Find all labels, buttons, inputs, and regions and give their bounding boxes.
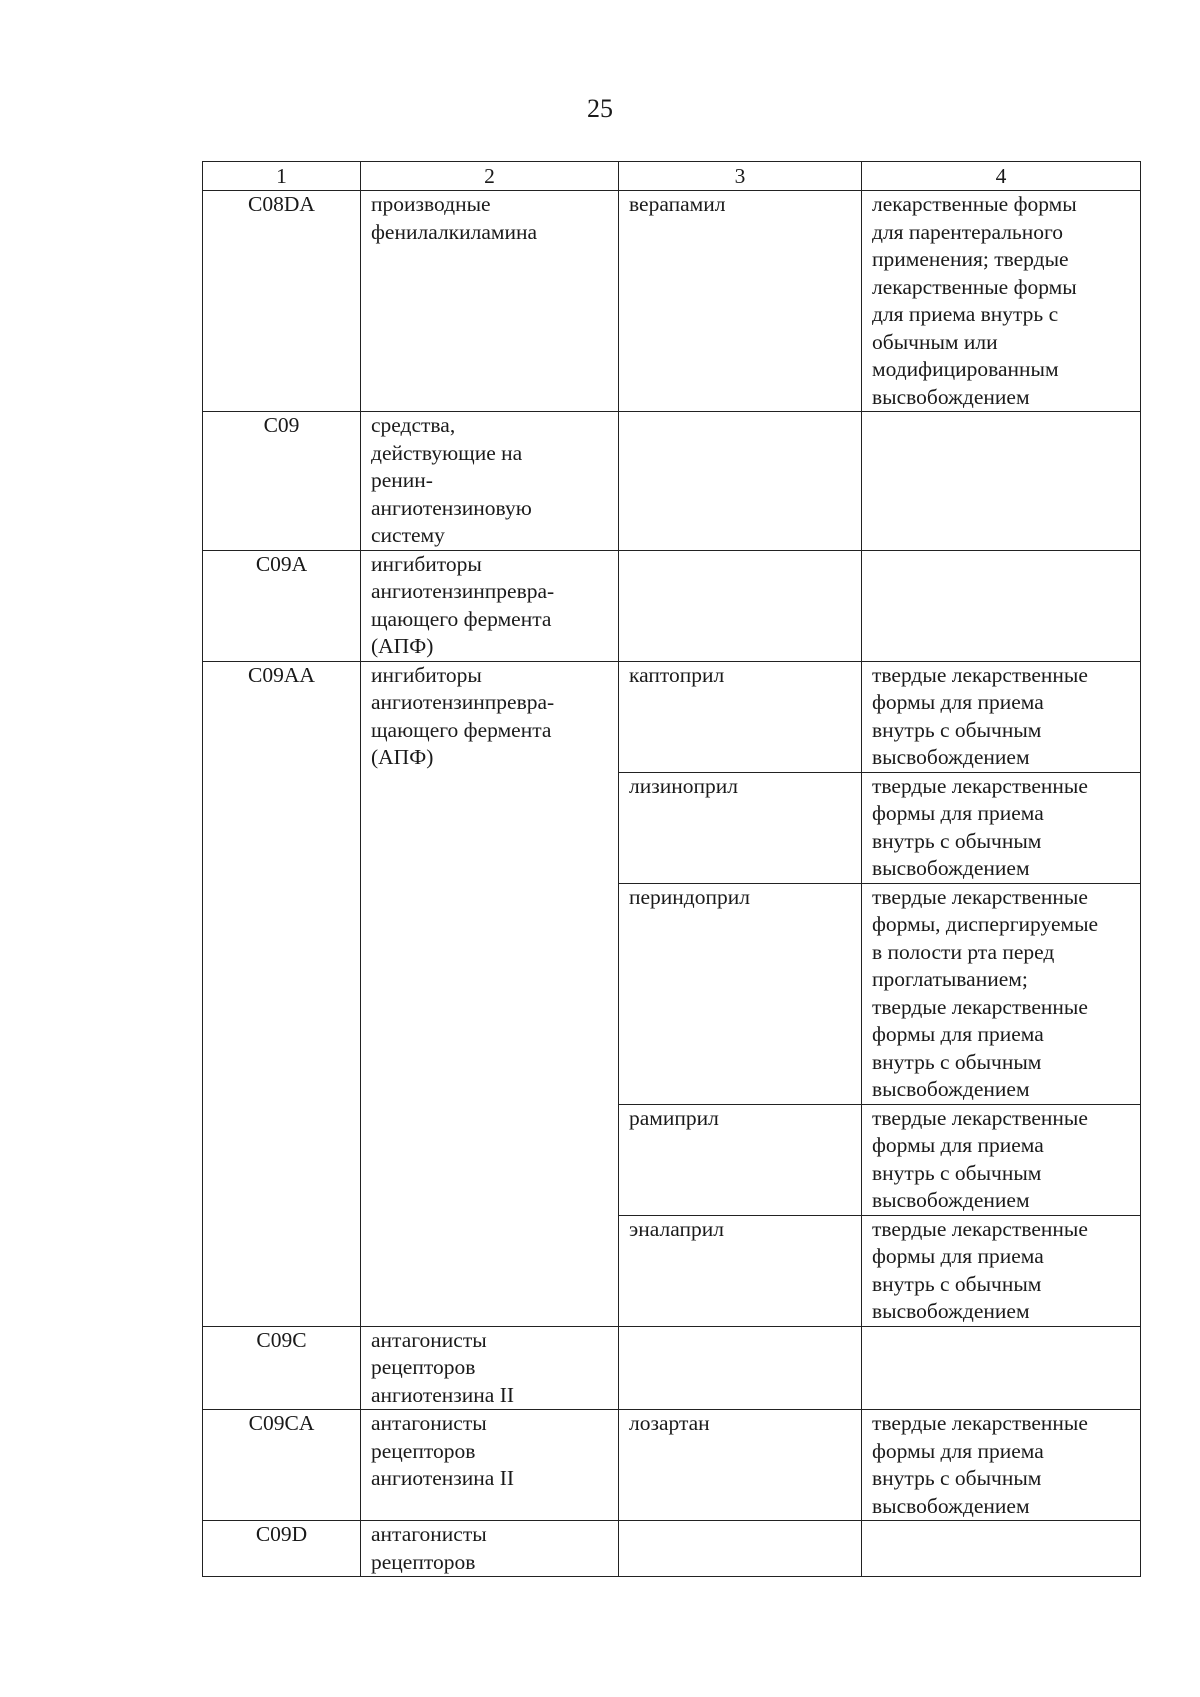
dosage-form-cell: твердые лекарственные формы для приема внутрь с обычным высвобождением xyxy=(862,1104,1141,1215)
page-number: 25 xyxy=(587,94,613,123)
dosage-form-cell xyxy=(862,1521,1141,1577)
dosage-form-cell xyxy=(862,412,1141,551)
drug-name-cell: лизиноприл xyxy=(619,772,862,883)
column-header-1: 1 xyxy=(203,162,361,191)
drug-name-cell xyxy=(619,1326,862,1410)
drug-name-cell xyxy=(619,1521,862,1577)
atc-code-cell: C09CA xyxy=(203,1410,361,1521)
drug-name-cell xyxy=(619,550,862,661)
table-row xyxy=(203,412,1141,551)
table-row xyxy=(203,1326,1141,1410)
dosage-form-cell: твердые лекарственные формы для приема внутрь с обычным высвобождением xyxy=(862,1215,1141,1326)
drug-name-cell: лозартан xyxy=(619,1410,862,1521)
drug-name-cell: периндоприл xyxy=(619,883,862,1104)
atc-code-cell: C09A xyxy=(203,550,361,661)
drug-name-cell: каптоприл xyxy=(619,661,862,772)
group-name-cell: ингибиторы ангиотензинпревра- щающего фермента (АПФ) xyxy=(361,661,619,1326)
column-header-3: 3 xyxy=(619,162,862,191)
column-header-4: 4 xyxy=(862,162,1141,191)
atc-code-cell: C09C xyxy=(203,1326,361,1410)
table-row xyxy=(203,661,1141,772)
group-name-cell: антагонисты рецепторов xyxy=(361,1521,619,1577)
group-name-cell: антагонисты рецепторов ангиотензина II xyxy=(361,1326,619,1410)
table-row xyxy=(203,550,1141,661)
table-row xyxy=(203,1410,1141,1521)
table-row xyxy=(203,191,1141,412)
drug-name-cell: эналаприл xyxy=(619,1215,862,1326)
dosage-form-cell xyxy=(862,1326,1141,1410)
dosage-form-cell: твердые лекарственные формы, диспергируемые в полости рта перед проглатыванием; твердые лекарственные формы для приема внутрь с обычным высвобождением xyxy=(862,883,1141,1104)
group-name-cell: производные фенилалкиламина xyxy=(361,191,619,412)
table-body xyxy=(203,191,1141,1577)
atc-code-cell: C09D xyxy=(203,1521,361,1577)
drug-name-cell: рамиприл xyxy=(619,1104,862,1215)
dosage-form-cell xyxy=(862,550,1141,661)
group-name-cell: антагонисты рецепторов ангиотензина II xyxy=(361,1410,619,1521)
drug-table xyxy=(202,161,1141,1577)
group-name-cell: ингибиторы ангиотензинпревра- щающего фермента (АПФ) xyxy=(361,550,619,661)
drug-name-cell xyxy=(619,412,862,551)
drug-name-cell: верапамил xyxy=(619,191,862,412)
dosage-form-cell: твердые лекарственные формы для приема внутрь с обычным высвобождением xyxy=(862,772,1141,883)
dosage-form-cell: твердые лекарственные формы для приема внутрь с обычным высвобождением xyxy=(862,1410,1141,1521)
atc-code-cell: C09AA xyxy=(203,661,361,1326)
dosage-form-cell: лекарственные формы для парентерального применения; твердые лекарственные формы для приема внутрь с обычным или модифицированным высвобождением xyxy=(862,191,1141,412)
column-header-2: 2 xyxy=(361,162,619,191)
atc-code-cell: C08DA xyxy=(203,191,361,412)
table-header-row xyxy=(203,162,1141,191)
atc-code-cell: C09 xyxy=(203,412,361,551)
dosage-form-cell: твердые лекарственные формы для приема внутрь с обычным высвобождением xyxy=(862,661,1141,772)
table-row xyxy=(203,1521,1141,1577)
group-name-cell: средства, действующие на ренин- ангиотензиновую систему xyxy=(361,412,619,551)
